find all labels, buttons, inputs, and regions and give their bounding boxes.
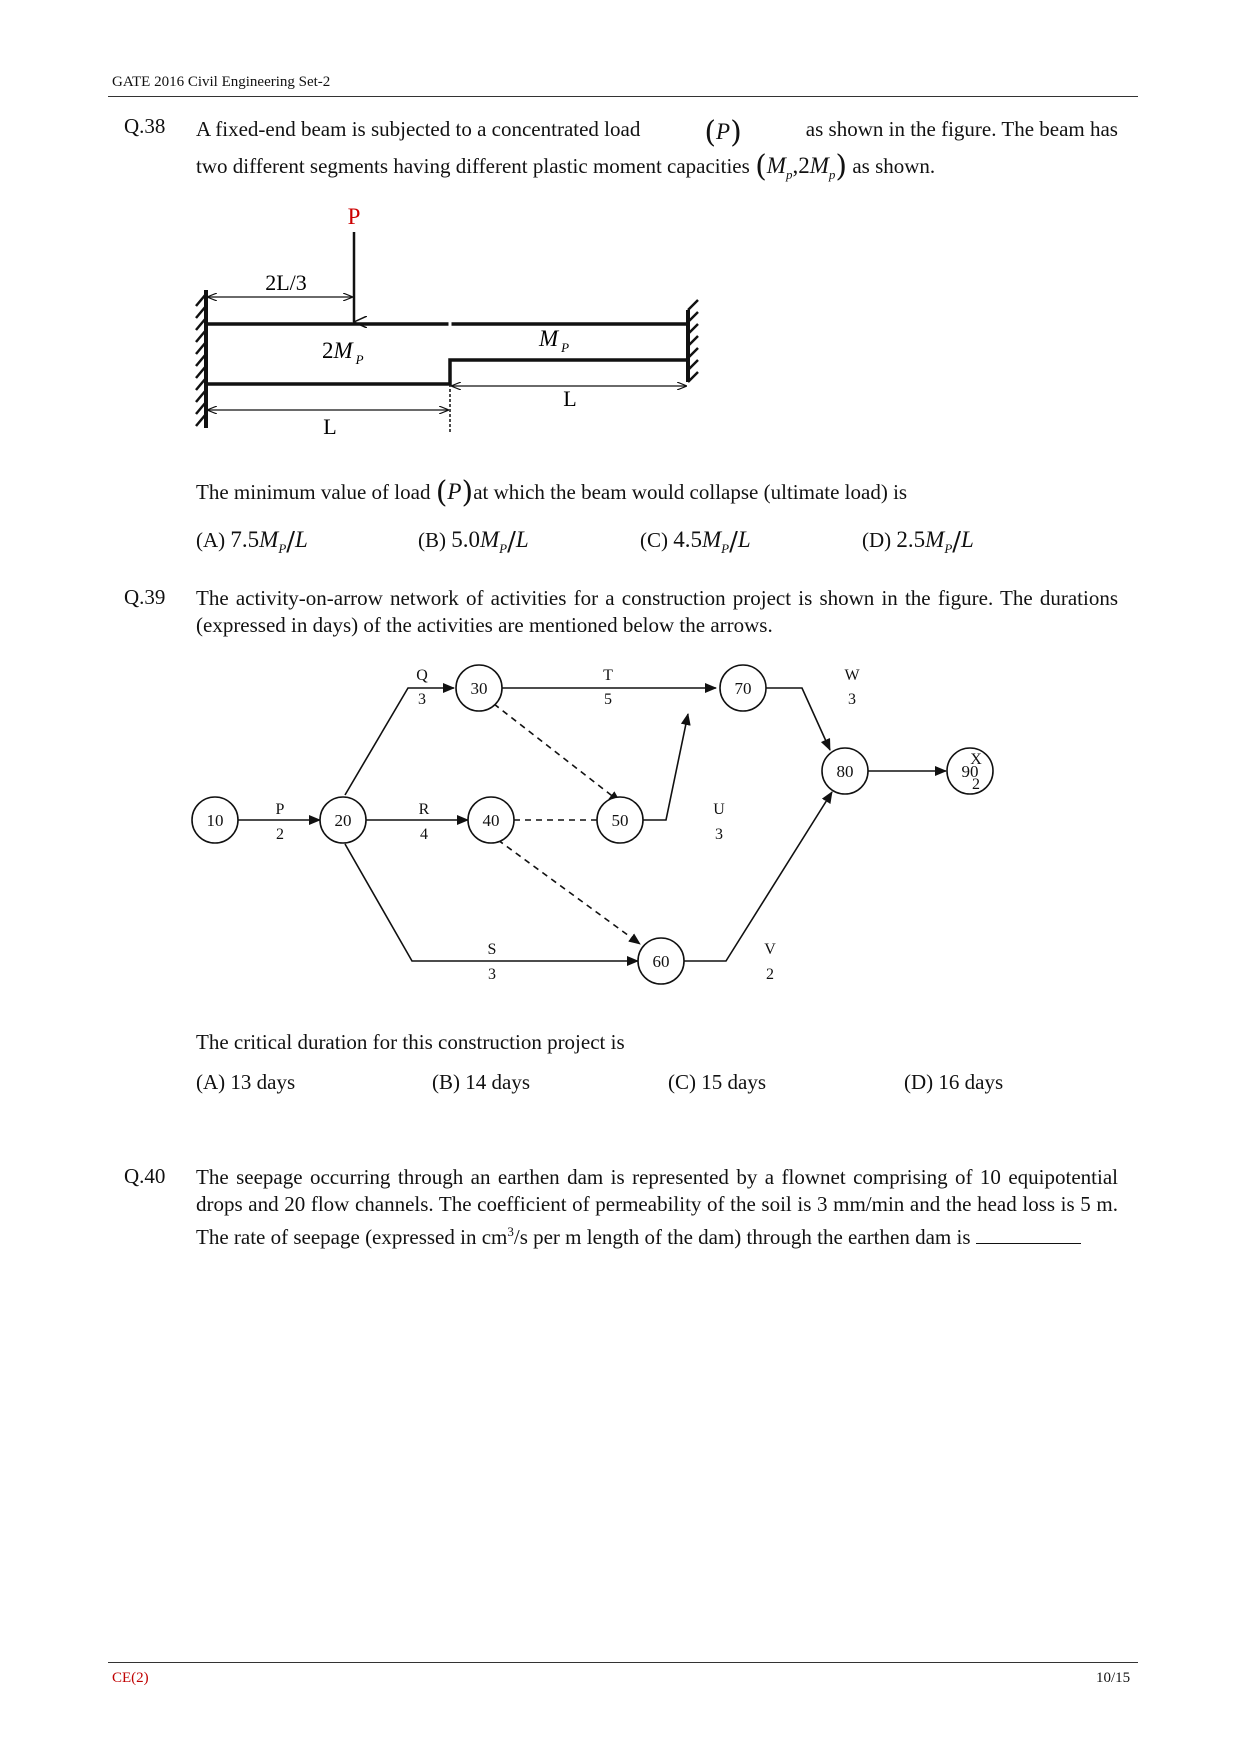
node-90-label: 90: [961, 762, 979, 781]
footer-paper-code: CE(2): [112, 1670, 149, 1686]
node-70-label: 70: [734, 679, 752, 698]
load-label: P: [347, 204, 361, 229]
q38-option-a[interactable]: (A) $7.5M_P/L$: [196, 527, 308, 557]
q38-number: Q.38: [124, 114, 166, 138]
q38-stem-b: at which the beam would collapse (ultimate load) is: [473, 480, 908, 504]
q40-text: [196, 1164, 1118, 1251]
footer-page-number: 10/15: [1096, 1670, 1131, 1686]
node-10-label: 10: [206, 811, 224, 830]
activity-u-duration: 3: [715, 826, 723, 843]
q38-text: A fixed-end beam is subjected to a concentrated load (P) as shown in the figure. The beam has two different segments having different plastic moment capacities $(M_p,2M_p)$ as shown.: [196, 115, 1118, 184]
activity-x-name: X: [970, 751, 982, 768]
q38-option-c[interactable]: (C) $4.5M_P/L$: [640, 527, 751, 557]
dim-2l3-label: 2L/3: [265, 270, 307, 295]
q38-stem-a: The minimum value of load: [196, 480, 431, 504]
seg-right-label: M $_P$: [539, 326, 570, 355]
activity-w-name: W: [844, 667, 860, 684]
q39-number: Q.39: [124, 585, 166, 609]
header-rule: [108, 96, 1138, 97]
q38-cap-sub1: p: [785, 167, 793, 182]
q38-line2-b: as shown.: [852, 154, 936, 178]
q40-number: Q.40: [124, 1164, 166, 1188]
dummy-arrow-40-60: [498, 840, 640, 944]
q38-cap-m1: M: [766, 153, 786, 178]
node-80-label: 80: [836, 762, 854, 781]
q38-line2-a: two different segments having different plastic moment capacities: [196, 154, 750, 178]
q38-cap-sub2: p: [828, 167, 836, 182]
seg-left-label: 2M $_P$: [322, 338, 364, 367]
node-40-label: 40: [482, 811, 500, 830]
activity-t-name: T: [603, 667, 613, 684]
activity-w-duration: 3: [848, 691, 856, 708]
activity-v-duration: 2: [766, 966, 774, 983]
q39-option-d[interactable]: (D) 16 days: [904, 1070, 1004, 1094]
node-30-label: 30: [470, 679, 488, 698]
q38-option-d[interactable]: (D) $2.5M_P/L$: [862, 527, 974, 557]
activity-s-name: S: [487, 941, 497, 958]
activity-s-duration: 3: [488, 966, 496, 983]
activity-v-name: V: [764, 941, 776, 958]
activity-arrow-v: [684, 792, 832, 961]
footer-rule: [108, 1662, 1138, 1663]
q38-beam-figure: [190, 198, 720, 443]
q40-answer-blank[interactable]: [976, 1225, 1081, 1244]
activity-q-name: Q: [416, 667, 428, 684]
node-50-label: 50: [611, 811, 629, 830]
page-header-title: GATE 2016 Civil Engineering Set-2: [112, 74, 331, 90]
node-60-label: 60: [652, 952, 670, 971]
q38-line1-a: A fixed-end beam is subjected to a concentrated load: [196, 117, 641, 141]
q40-text-a: The seepage occurring through an earthen dam is represented by a flownet comprising of 10 equipotential drops and 20 flow channels. The coefficient of permeability of the soil is 3 mm/min and the head loss is 5 m. The rate of seepage (expressed in cm: [196, 1165, 1118, 1249]
q38-load-symbol: P: [716, 119, 731, 144]
q40-text-b: /s per m length of the dam) through the earthen dam is: [513, 1225, 971, 1249]
activity-arrow-u: [643, 714, 688, 820]
q39-option-a[interactable]: (A) 13 days: [196, 1070, 296, 1094]
dummy-arrow-30-50: [494, 704, 620, 802]
q38-cap-sep: ,2: [792, 153, 810, 178]
q39-text: The activity-on-arrow network of activities for a construction project is shown in the figure. The durations (expressed in days) of the activities are mentioned below the arrows.: [196, 586, 1118, 637]
dim-right-label: L: [563, 386, 577, 411]
q38-cap-m2: M: [809, 153, 829, 178]
q38-line1-b: as shown in the figure. The beam has: [805, 117, 1118, 141]
q39-option-b[interactable]: (B) 14 days: [432, 1070, 530, 1094]
activity-u-name: U: [713, 801, 725, 818]
activity-p-name: P: [275, 801, 285, 818]
activity-r-name: R: [418, 801, 430, 818]
activity-r-duration: 4: [420, 826, 428, 843]
activity-p-duration: 2: [276, 826, 284, 843]
q39-network-figure: [190, 662, 1080, 992]
q38-stem: The minimum value of load (P)at which the beam would collapse (ultimate load) is: [196, 475, 908, 510]
q39-option-c[interactable]: (C) 15 days: [668, 1070, 766, 1094]
q38-option-b[interactable]: (B) $5.0M_P/L$: [418, 527, 529, 557]
beam-outline: [206, 324, 688, 384]
activity-x-duration: 2: [972, 776, 980, 793]
q39-stem: The critical duration for this construction project is: [196, 1030, 625, 1054]
activity-q-duration: 3: [418, 691, 426, 708]
dim-left-label: L: [323, 414, 337, 439]
node-20-label: 20: [334, 811, 352, 830]
activity-arrow-q: [345, 688, 454, 795]
q38-stem-load: P: [447, 479, 462, 504]
q40-superscript: 3: [507, 1224, 514, 1239]
activity-t-duration: 5: [604, 691, 612, 708]
